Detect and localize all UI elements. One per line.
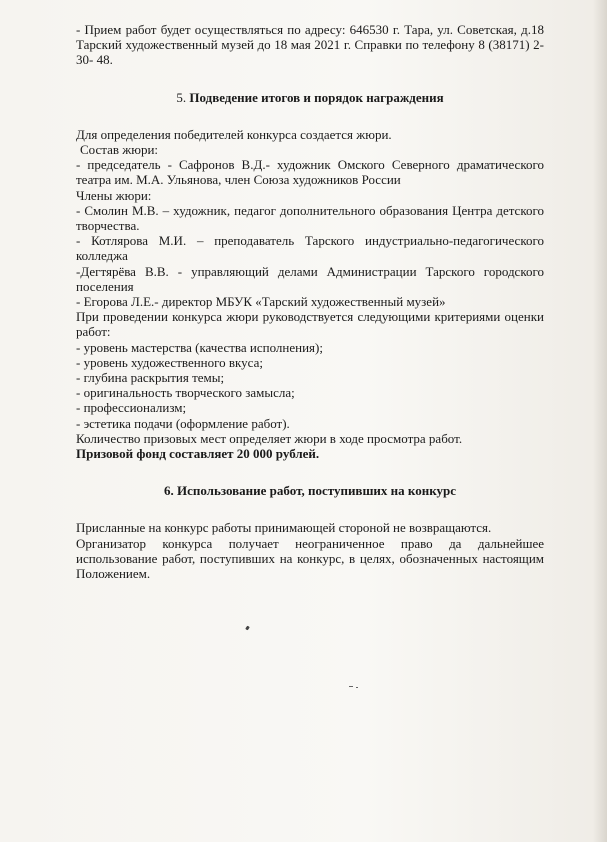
criterion-3: - глубина раскрытия темы;: [76, 370, 225, 386]
jury-member-2: - Котлярова М.И. – преподаватель Тарского индустриально-педагогического колледжа: [76, 233, 544, 264]
criteria-intro: При проведении конкурса жюри руководствуется следующими критериями оценки работ:: [76, 309, 544, 340]
page-edge-shadow: [593, 0, 607, 842]
submission-paragraph: - Прием работ будет осуществляться по адресу: 646530 г. Тара, ул. Советская, д.18 Тарский художественный музей до 18 мая 2021 г. Справки по телефону 8 (38171) 2-30- 48.: [76, 22, 544, 68]
criterion-2: - уровень художественного вкуса;: [76, 354, 263, 370]
criterion-5: - профессионализм;: [76, 400, 187, 416]
ink-speck-mark: [245, 626, 250, 631]
jury-members-label: Члены жюри:: [76, 187, 152, 203]
jury-chair: - председатель - Сафронов В.Д.- художник Омского Северного драматического театра им. М.А. Ульянова, член Союза художников России: [76, 157, 544, 188]
document-content: [76, 22, 544, 581]
jury-member-3: -Дегтярёва В.В. - управляющий делами Администрации Тарского городского поселения: [76, 263, 544, 294]
section-6-paragraph-1: Присланные на конкурс работы принимающей стороной не возвращаются.: [76, 520, 492, 536]
scan-dot-mark-2: [356, 687, 358, 688]
jury-composition-label: Состав жюри:: [80, 142, 159, 158]
section-5-title: Подведение итогов и порядок награждения: [189, 89, 444, 105]
criterion-1: - уровень мастерства (качества исполнения);: [76, 339, 323, 355]
section-6-paragraph-2: Организатор конкурса получает неограниченное право да дальнейшее использование работ, поступивших на конкурс, в целях, обозначенных настоящим Положением.: [76, 535, 544, 582]
jury-intro: Для определения победителей конкурса создается жюри.: [76, 126, 392, 142]
jury-member-4: - Егорова Л.Е.- директор МБУК «Тарский художественный музей»: [76, 294, 446, 310]
section-5-heading: [76, 90, 544, 105]
section-6-heading: [76, 483, 544, 498]
prizes-note: Количество призовых мест определяет жюри в ходе просмотра работ.: [76, 430, 463, 446]
section-6-title: 6. Использование работ, поступивших на конкурс: [163, 483, 457, 499]
prize-fund: Призовой фонд составляет 20 000 рублей.: [76, 446, 320, 462]
jury-member-1: - Смолин М.В. – художник, педагог дополнительного образования Центра детского творчества.: [76, 202, 544, 234]
section-5-number: 5.: [176, 89, 187, 105]
criterion-6: - эстетика подачи (оформление работ).: [76, 415, 290, 431]
criterion-4: - оригинальность творческого замысла;: [76, 385, 295, 401]
scan-dot-mark: [349, 686, 353, 687]
